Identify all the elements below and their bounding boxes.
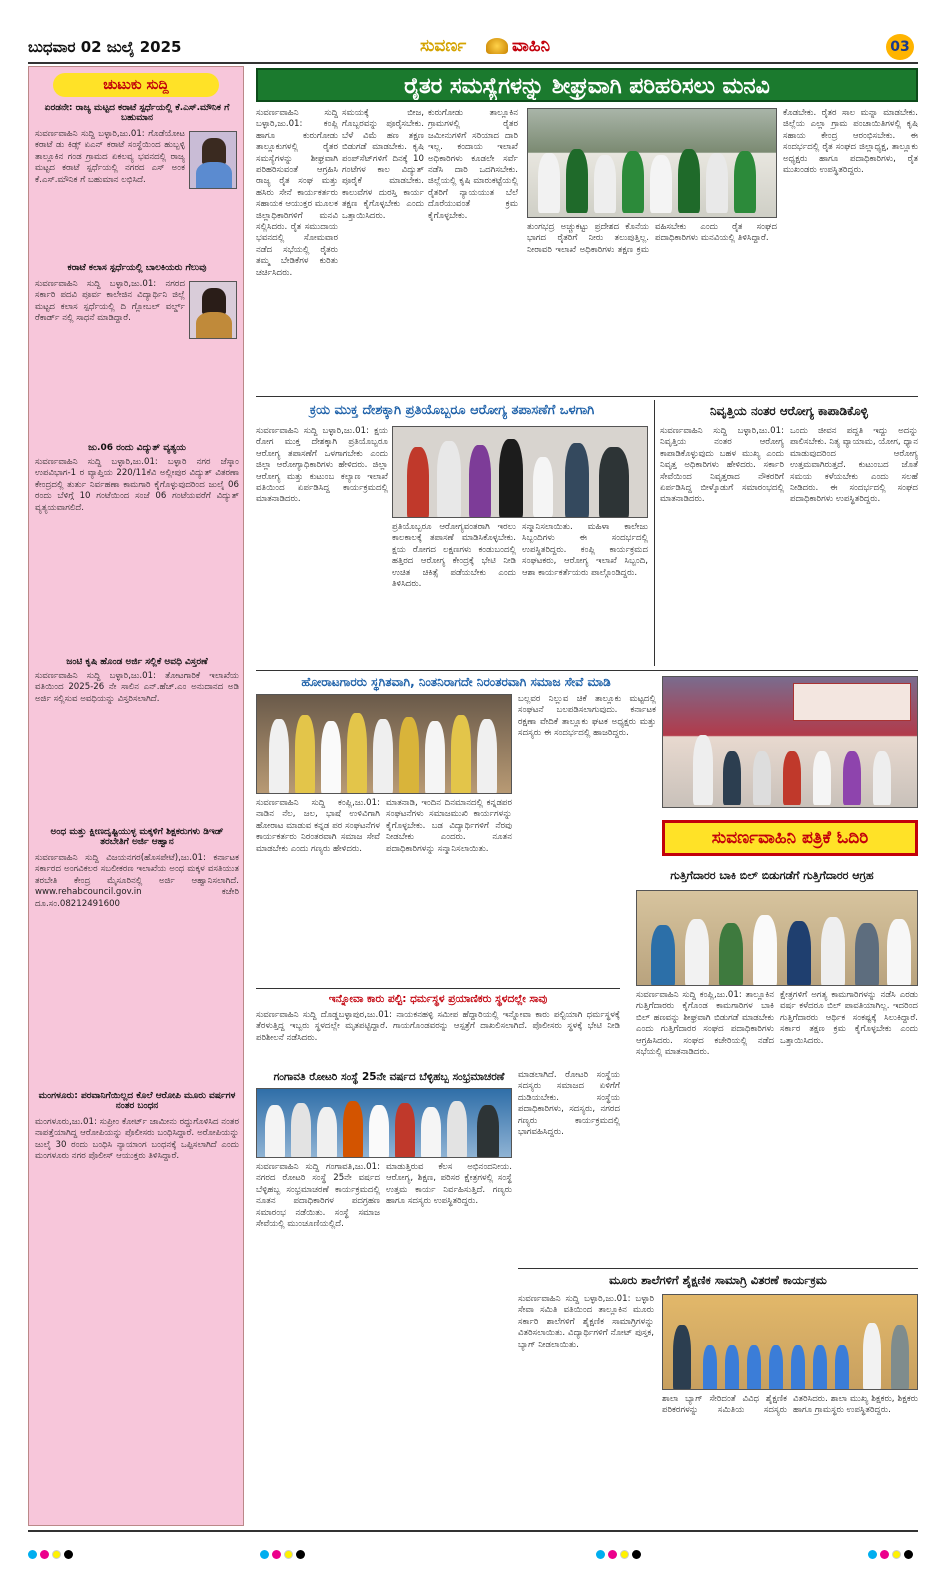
brief-2-photo (189, 281, 237, 339)
rotary-headline: ಗಂಗಾವತಿ ರೋಟರಿ ಸಂಸ್ಥೆ 25ನೇ ವರ್ಷದ ಬೆಳ್ಳಿಹಬ್ಬ ಸಂಭ್ರಮಾಚರಣೆ (273, 1071, 505, 1083)
contractor-photo (636, 890, 918, 986)
schools-photo (662, 1294, 918, 1390)
brief-5-headline: ಅಂಧ ಮತ್ತು ಕ್ಷೀಣದೃಷ್ಟಿಯುಳ್ಳ ಮಕ್ಕಳಿಗೆ ಶಿಕ್ಷಕರುಗಳು ಡಿಇಡ್ ತರಬೇತಿಗೆ ಅರ್ಜಿ ಆಹ್ವಾನ (50, 827, 224, 847)
health-col-3: ಸನ್ಮಾನಿಸಲಾಯಿತು. ಮಹಿಳಾ ಕಾಲೇಜು ಸಿಬ್ಬಂದಿಗಳು ಈ ಸಂದರ್ಭದಲ್ಲಿ ಉಪಸ್ಥಿತರಿದ್ದರು. ಕಂಪ್ಲಿ ಕಾರ್ಯಕ್ರಮದ ಸಂಘಟಕರು, ಆರೋಗ್ಯ ಇಲಾಖೆ ಸಿಬ್ಬಂದಿ, ಆಶಾ ಕಾರ್ಯಕರ್ತೆಯರು ಪಾಲ್ಗೊಂಡಿದ್ದರು. (522, 522, 648, 578)
lead-col-1: ಸುವರ್ಣವಾಹಿನಿ ಸುದ್ದಿ ಬಳ್ಳಾರಿ,ಜು.01: ಕಂಪ್ಲಿ ಹಾಗೂ ಕುರುಗೋಡು ತಾಲ್ಲೂಕುಗಳಲ್ಲಿ ರೈತರ ಸಮಸ್ಯೆಗಳನ್ನು ಶೀಘ್ರವಾಗಿ ಪರಿಹರಿಸುವಂತೆ ಆಗ್ರಹಿಸಿ ರಾಜ್ಯ ರೈತ ಸಂಘ ಮತ್ತು ಹಸಿರು ಸೇನೆ ಕಾರ್ಯಕರ್ತರು ಸಹಾಯಕ ಆಯುಕ್ತರ ಮೂಲಕ ಜಿಲ್ಲಾಧಿಕಾರಿಗಳಿಗೆ ಮನವಿ ಸಲ್ಲಿಸಿದರು. ರೈತ ಸಮುದಾಯ ಭವನದಲ್ಲಿ ಸೋಮವಾರ ನಡೆದ ಸಭೆಯಲ್ಲಿ ರೈತರು ತಮ್ಮ ಬೇಡಿಕೆಗಳ ಕುರಿತು ಚರ್ಚಿಸಿದರು. (256, 108, 338, 278)
felicitation-photo (256, 694, 512, 794)
registration-marks-mid (260, 1550, 320, 1560)
retire-divider (654, 400, 655, 666)
accident-body: ಸುವರ್ಣವಾಹಿನಿ ಸುದ್ದಿ ದೊಡ್ಡಬಳ್ಳಾಪುರ,ಜು.01: ನಾಯಕನಹಳ್ಳಿ ಸಮೀಪ ಹೆದ್ದಾರಿಯಲ್ಲಿ ಇನ್ನೋವಾ ಕಾರು ಪಲ್ಟಿಯಾಗಿ ಧರ್ಮಸ್ಥಳಕ್ಕೆ ತೆರಳುತ್ತಿದ್ದ ಇಬ್ಬರು ಸ್ಥಳದಲ್ಲೇ ಮೃತಪಟ್ಟಿದ್ದಾರೆ. ಗಾಯಗೊಂಡವರನ್ನು ಆಸ್ಪತ್ರೆಗೆ ದಾಖಲಿಸಲಾಗಿದೆ. ಪೊಲೀಸರು ಸ್ಥಳಕ್ಕೆ ಭೇಟಿ ನೀಡಿ ಪರಿಶೀಲನೆ ನಡೆಸಿದರು. (256, 1010, 620, 1043)
brief-1-photo (189, 131, 237, 189)
schools-col-1: ಸುವರ್ಣವಾಹಿನಿ ಸುದ್ದಿ ಬಳ್ಳಾರಿ,ಜು.01: ಬಳ್ಳಾರಿ ಸೇವಾ ಸಮಿತಿ ವತಿಯಿಂದ ತಾಲ್ಲೂಕಿನ ಮೂರು ಸರ್ಕಾರಿ ಶಾಲೆಗಳಿಗೆ ಶೈಕ್ಷಣಿಕ ಸಾಮಾಗ್ರಿಗಳನ್ನು ವಿತರಿಸಲಾಯಿತು. ವಿದ್ಯಾರ್ಥಿಗಳಿಗೆ ನೋಟ್ ಪುಸ್ತಕ, ಬ್ಯಾಗ್ ನೀಡಲಾಯಿತು. (518, 1294, 654, 1350)
masthead-rule (28, 62, 918, 64)
mid-rule-2 (256, 988, 620, 989)
rotary-col-1: ಸುವರ್ಣವಾಹಿನಿ ಸುದ್ದಿ ಗಂಗಾವತಿ,ಜು.01: ನಗರದ ರೋಟರಿ ಸಂಸ್ಥೆ 25ನೇ ವರ್ಷದ ಬೆಳ್ಳಿಹಬ್ಬ ಸಂಭ್ರಮಾಚರಣೆ ಕಾರ್ಯಕ್ರಮದಲ್ಲಿ ನೂತನ ಪದಾಧಿಕಾರಿಗಳ ಪದಗ್ರಹಣ ಸಮಾರಂಭ ನಡೆಯಿತು. ಸಂಸ್ಥೆ ಸಮಾಜ ಸೇವೆಯಲ್ಲಿ ಮುಂಚೂಣಿಯಲ್ಲಿದೆ. (256, 1162, 380, 1230)
brief-4-body: ಸುವರ್ಣವಾಹಿನಿ ಸುದ್ದಿ ಬಳ್ಳಾರಿ,ಜು.01: ತೋಟಗಾರಿಕೆ ಇಲಾಖೆಯ ವತಿಯಿಂದ 2025-26 ನೇ ಸಾಲಿನ ಎನ್.ಹೆಚ್.ಎಂ ಅನುದಾನದ ಅಡಿ ಅರ್ಜಿ ಸಲ್ಲಿಸುವ ಅವಧಿಯನ್ನು ವಿಸ್ತರಿಸಲಾಗಿದೆ. (35, 671, 239, 704)
registration-marks-mid2 (596, 1550, 656, 1560)
retire-col-1: ಸುವರ್ಣವಾಹಿನಿ ಸುದ್ದಿ ಬಳ್ಳಾರಿ,ಜು.01: ನಿವೃತ್ತಿಯ ನಂತರ ಆರೋಗ್ಯ ಕಾಪಾಡಿಕೊಳ್ಳುವುದು ಬಹಳ ಮುಖ್ಯ ಎಂದು ನಿವೃತ್ತ ಅಧಿಕಾರಿಗಳು ಹೇಳಿದರು. ಸರ್ಕಾರಿ ಸೇವೆಯಿಂದ ನಿವೃತ್ತರಾದ ನೌಕರರಿಗೆ ಏರ್ಪಡಿಸಿದ್ದ ಬೀಳ್ಕೊಡುಗೆ ಸಮಾರಂಭದಲ್ಲಿ ಮಾತನಾಡಿದರು. (660, 426, 784, 505)
mid-rule-1 (256, 670, 918, 671)
masthead (28, 34, 918, 62)
contractor-col-2: ಕ್ಷೇತ್ರಗಳಿಗೆ ಅಗತ್ಯ ಕಾಮಗಾರಿಗಳನ್ನು ನಡೆಸಿ ಎರಡು ವರ್ಷ ಕಳೆದರೂ ಬಿಲ್ ಪಾವತಿಯಾಗಿಲ್ಲ. ಇದರಿಂದ ಗುತ್ತಿಗೆದಾರರು ಆರ್ಥಿಕ ಸಂಕಷ್ಟಕ್ಕೆ ಸಿಲುಕಿದ್ದಾರೆ. ಸರ್ಕಾರ ತಕ್ಷಣ ಕ್ರಮ ಕೈಗೊಳ್ಳಬೇಕು ಎಂದು ಒತ್ತಾಯಿಸಿದರು. (780, 990, 918, 1046)
mid-rule-3 (518, 1268, 918, 1269)
accident-headline: ಇನ್ನೋವಾ ಕಾರು ಪಲ್ಟಿ: ಧರ್ಮಸ್ಥಳ ಪ್ರಯಾಣಿಕರು ಸ್ಥಳದಲ್ಲೇ ಸಾವು (328, 993, 548, 1005)
health-col-1: ಸುವರ್ಣವಾಹಿನಿ ಸುದ್ದಿ ಬಳ್ಳಾರಿ,ಜು.01: ಕ್ಷಯ ರೋಗ ಮುಕ್ತ ದೇಶಕ್ಕಾಗಿ ಪ್ರತಿಯೊಬ್ಬರೂ ಆರೋಗ್ಯ ತಪಾಸಣೆಗೆ ಒಳಗಾಗಬೇಕು ಎಂದು ಜಿಲ್ಲಾ ಆರೋಗ್ಯಾಧಿಕಾರಿಗಳು ಹೇಳಿದರು. ಜಿಲ್ಲಾ ಆರೋಗ್ಯ ಮತ್ತು ಕುಟುಂಬ ಕಲ್ಯಾಣ ಇಲಾಖೆ ವತಿಯಿಂದ ಏರ್ಪಡಿಸಿದ್ದ ಕಾರ್ಯಕ್ರಮದಲ್ಲಿ ಮಾತನಾಡಿದರು. (256, 426, 388, 505)
schools-col-2: ಶಾಲಾ ಬ್ಯಾಗ್ ಸೇರಿದಂತೆ ವಿವಿಧ ಶೈಕ್ಷಣಿಕ ಪರಿಕರಗಳನ್ನು ಸಮಿತಿಯ ಸದಸ್ಯರು ವಿತರಿಸಿದರು. ಶಾಲಾ ಮುಖ್ಯ ಶಿಕ್ಷಕರು, ಶಿಕ್ಷಕರು ಹಾಗೂ ಗ್ರಾಮಸ್ಥರು ಉಪಸ್ಥಿತರಿದ್ದರು. (662, 1394, 918, 1416)
retire-col-2: ಒಂದು ಜೀವನ ಪದ್ದತಿ ಇದ್ದು ಅದನ್ನು ಪಾಲಿಸಬೇಕು. ನಿತ್ಯ ವ್ಯಾಯಾಮ, ಯೋಗ, ಧ್ಯಾನ ಮಾಡುವುದರಿಂದ ಆರೋಗ್ಯ ಉತ್ತಮವಾಗಿರುತ್ತದೆ. ಕುಟುಂಬದ ಜೊತೆ ಸಮಯ ಕಳೆಯಬೇಕು ಎಂದು ಸಲಹೆ ನೀಡಿದರು. ಈ ಸಂದರ್ಭದಲ್ಲಿ ಸಂಘದ ಪದಾಧಿಕಾರಿಗಳು ಉಪಸ್ಥಿತರಿದ್ದರು. (790, 426, 918, 505)
retire-headline: ನಿವೃತ್ತಿಯ ನಂತರ ಆರೋಗ್ಯ ಕಾಪಾಡಿಕೊಳ್ಳಿ (710, 404, 868, 418)
brief-news-column (28, 66, 244, 1526)
brief-3-body: ಸುವರ್ಣವಾಹಿನಿ ಸುದ್ದಿ ಬಳ್ಳಾರಿ,ಜು.01: ಬಳ್ಳಾರಿ ನಗರ ಜೆಸ್ಕಾಂ ಉಪವಿಭಾಗ-1 ರ ವ್ಯಾಪ್ತಿಯ 220/11ಕೆವಿ ಅಲ್ಲೀಪುರ ವಿದ್ಯುತ್ ವಿತರಣಾ ಕೇಂದ್ರದಲ್ಲಿ ತುರ್ತು ನಿರ್ವಹಣಾ ಕಾಮಗಾರಿ ಕೈಗೊಳ್ಳುವುದರಿಂದ ಜುಲೈ 06 ರಂದು ಬೆಳಿಗ್ಗೆ 10 ಗಂಟೆಯಿಂದ ಸಂಜೆ 06 ಗಂಟೆಯವರೆಗೆ ವಿದ್ಯುತ್ ವ್ಯತ್ಯಯವಾಗಲಿದೆ. (35, 457, 239, 513)
registration-marks-left (28, 1550, 88, 1560)
footer-rule (28, 1530, 918, 1532)
brief-1-headline: ಏರಡನೇ: ರಾಜ್ಯ ಮಟ್ಟದ ಕರಾಟೆ ಸ್ಪರ್ಧೆಯಲ್ಲಿ ಕೆ.ಎಸ್.ಮೌನಿಕ ಗೆ ಬಹುಮಾನ (44, 103, 230, 123)
lead-col-5: ಕೊಡಬೇಕು. ರೈತರ ಸಾಲ ಮನ್ನಾ ಮಾಡಬೇಕು. ಜಿಲ್ಲೆಯ ಎಲ್ಲಾ ಗ್ರಾಮ ಪಂಚಾಯಿತಿಗಳಲ್ಲಿ ಕೃಷಿ ಸಹಾಯ ಕೇಂದ್ರ ಆರಂಭಿಸಬೇಕು. ಈ ಸಂದರ್ಭದಲ್ಲಿ ರೈತ ಸಂಘದ ಜಿಲ್ಲಾಧ್ಯಕ್ಷ, ತಾಲ್ಲೂಕು ಅಧ್ಯಕ್ಷರು ಹಾಗೂ ಪದಾಧಿಕಾರಿಗಳು, ರೈತ ಮುಖಂಡರು ಉಪಸ್ಥಿತರಿದ್ದರು. (783, 108, 918, 176)
felicitation-col-2: ಮಾತನಾಡಿ, ಇಂದಿನ ದಿನಮಾನದಲ್ಲಿ ಕನ್ನಡಪರ ಸಂಘಟನೆಗಳು ಸಮಾಜಮುಖಿ ಕಾರ್ಯಗಳನ್ನು ಕೈಗೊಳ್ಳಬೇಕು. ಬಡ ವಿದ್ಯಾರ್ಥಿಗಳಿಗೆ ನೆರವು ನೀಡಬೇಕು ಎಂದರು. ನೂತನ ಪದಾಧಿಕಾರಿಗಳನ್ನು ಸನ್ಮಾನಿಸಲಾಯಿತು. (386, 798, 512, 854)
schools-headline: ಮೂರು ಶಾಲೆಗಳಿಗೆ ಶೈಕ್ಷಣಿಕ ಸಾಮಾಗ್ರಿ ವಿತರಣೆ ಕಾರ್ಯಕ್ರಮ (609, 1273, 827, 1287)
felicitation-col-3: ಬಲ್ಲವರ ನಿಲ್ಲುವ ಚಿಕೆ ತಾಲ್ಲೂಕು ಮಟ್ಟದಲ್ಲಿ ಸಂಘಟನೆ ಬಲಪಡಿಸಲಾಗುವುದು. ಕರ್ನಾಟಕ ರಕ್ಷಣಾ ವೇದಿಕೆ ತಾಲ್ಲೂಕು ಘಟಕ ಅಧ್ಯಕ್ಷರು ಮತ್ತು ಸದಸ್ಯರು ಈ ಸಂದರ್ಭದಲ್ಲಿ ಹಾಜರಿದ್ದರು. (518, 694, 656, 739)
lead-col-2: ಸಮಯಕ್ಕೆ ಬೀಜ, ಗೊಬ್ಬರವನ್ನು ಪೂರೈಸಬೇಕು. ಬೆಳೆ ವಿಮೆ ಹಣ ತಕ್ಷಣ ಬಿಡುಗಡೆ ಮಾಡಬೇಕು. ಕೃಷಿ ಪಂಪ್‌ಸೆಟ್‌ಗಳಿಗೆ ದಿನಕ್ಕೆ 10 ಗಂಟೆಗಳ ಕಾಲ ವಿದ್ಯುತ್ ಪೂರೈಕೆ ಮಾಡಬೇಕು. ಕಾಲುವೆಗಳ ದುರಸ್ತಿ ಕಾರ್ಯ ತಕ್ಷಣ ಕೈಗೊಳ್ಳಬೇಕು ಎಂದು ಒತ್ತಾಯಿಸಿದರು. (342, 108, 424, 221)
health-headline: ಕ್ರಯ ಮುಕ್ತ ದೇಶಕ್ಕಾಗಿ ಪ್ರತಿಯೊಬ್ಬರೂ ಆರೋಗ್ಯ ತಪಾಸಣೆಗೆ ಒಳಗಾಗಿ (309, 403, 595, 418)
lead-headline: ರೈತರ ಸಮಸ್ಯೆಗಳನ್ನು ಶೀಘ್ರವಾಗಿ ಪರಿಹರಿಸಲು ಮನವಿ (256, 68, 918, 102)
lead-col-4: ತುಂಗಭದ್ರ ಅಚ್ಚುಕಟ್ಟು ಪ್ರದೇಶದ ಕೊನೆಯ ಭಾಗದ ರೈತರಿಗೆ ನೀರು ತಲುಪುತ್ತಿಲ್ಲ. ನೀರಾವರಿ ಇಲಾಖೆ ಅಧಿಕಾರಿಗಳು ತಕ್ಷಣ ಕ್ರಮ ವಹಿಸಬೇಕು ಎಂದು ರೈತ ಸಂಘದ ಪದಾಧಿಕಾರಿಗಳು ಮನವಿಯಲ್ಲಿ ತಿಳಿಸಿದ್ದಾರೆ. (527, 222, 777, 255)
brief-3-headline: ಜು.06 ರಂದು ವಿದ್ಯುತ್ ವ್ಯತ್ಯಯ (88, 443, 186, 453)
lead-col-3: ಕುರುಗೋಡು ತಾಲ್ಲೂಕಿನ ಗ್ರಾಮಗಳಲ್ಲಿ ರೈತರ ಜಮೀನುಗಳಿಗೆ ಸರಿಯಾದ ದಾರಿ ಇಲ್ಲ. ಕಂದಾಯ ಇಲಾಖೆ ಅಧಿಕಾರಿಗಳು ಕೂಡಲೇ ಸರ್ವೆ ನಡೆಸಿ ದಾರಿ ಒದಗಿಸಬೇಕು. ಜಿಲ್ಲೆಯಲ್ಲಿ ಕೃಷಿ ಮಾರುಕಟ್ಟೆಯಲ್ಲಿ ರೈತರಿಗೆ ನ್ಯಾಯಯುತ ಬೆಲೆ ದೊರೆಯುವಂತೆ ಕ್ರಮ ಕೈಗೊಳ್ಳಬೇಕು. (428, 108, 518, 221)
registration-marks-right (868, 1550, 918, 1560)
felicitation-col-1: ಸುವರ್ಣವಾಹಿನಿ ಸುದ್ದಿ ಕಂಪ್ಲಿ,ಜು.01: ನಾಡಿನ ನೆಲ, ಜಲ, ಭಾಷೆ ಉಳಿವಿಗಾಗಿ ಹೋರಾಟ ಮಾಡುವ ಕನ್ನಡ ಪರ ಸಂಘಟನೆಗಳ ಕಾರ್ಯಕರ್ತರು ನಿರಂತರವಾಗಿ ಸಮಾಜ ಸೇವೆ ಮಾಡಬೇಕು ಎಂದು ಗಣ್ಯರು ಹೇಳಿದರು. (256, 798, 380, 854)
brief-6-headline: ಮಂಗಳೂರು: ಪರವಾನಿಗೆಯಿಲ್ಲದ ಕೊಲೆ ಆರೋಪಿ ಮೂರು ವರ್ಷಗಳ ನಂತರ ಬಂಧನ (38, 1091, 236, 1111)
contractor-headline: ಗುತ್ತಿಗೆದಾರರ ಬಾಕಿ ಬಿಲ್ ಬಿಡುಗಡೆಗೆ ಗುತ್ತಿಗೆದಾರರ ಆಗ್ರಹ (670, 869, 874, 882)
brief-5-body: ಸುವರ್ಣವಾಹಿನಿ ಸುದ್ದಿ ವಿಜಯನಗರ(ಹೊಸಪೇಟೆ),ಜು.01: ಕರ್ನಾಟಕ ಸರ್ಕಾರದ ಅಂಗವಿಕಲರ ಸಬಲೀಕರಣ ಇಲಾಖೆಯ ಅಂಧ ಮಕ್ಕಳ ವಸತಿಯುತ ತರಬೇತಿ ಕೇಂದ್ರ ಮೈಸೂರಿನಲ್ಲಿ ಅರ್ಜಿ ಆಹ್ವಾನಿಸಲಾಗಿದೆ. www.rehabcouncil.gov.in ಕಚೇರಿ ದೂ.ಸಂ.08212491600 (35, 853, 239, 909)
issue-date: ಬುಧವಾರ 02 ಜುಲೈ 2025 (28, 38, 182, 56)
rotary-col-3: ಮಾಡಲಾಗಿದೆ. ರೋಟರಿ ಸಂಸ್ಥೆಯ ಸದಸ್ಯರು ಸಮಾಜದ ಏಳಿಗೆಗೆ ದುಡಿಯಬೇಕು. ಸಂಸ್ಥೆಯ ಪದಾಧಿಕಾರಿಗಳು, ಸದಸ್ಯರು, ನಗರದ ಗಣ್ಯರು ಕಾರ್ಯಕ್ರಮದಲ್ಲಿ ಭಾಗವಹಿಸಿದ್ದರು. (518, 1070, 620, 1138)
brief-1-body: ಸುವರ್ಣವಾಹಿನಿ ಸುದ್ದಿ ಬಳ್ಳಾರಿ,ಜು.01: ಗೊಡೆಯೋಟ ಕರಾಟೆ ಡು ಕಿಡ್ಸ್ ಏಎನ್ ಕರಾಟೆ ಸಂಸ್ಥೆಯಿಂದ ಹುಬ್ಬಳ್ಳಿ ತಾಲ್ಲೂಕಿನ ಗಂಡ ಗ್ರಾಮದ ಏಕಲವ್ಯ ಭವನದಲ್ಲಿ ರಾಜ್ಯ ಮಟ್ಟದ ಕರಾಟೆ ಸ್ಪರ್ಧೆಯಲ್ಲಿ ನಗರದ ಎಸ್ ಅಂಕ ಕೆ.ಎಸ್.ಮೌನಿಕ ಗೆ ಬಹುಮಾನ ಲಭಿಸಿದೆ. (35, 129, 185, 185)
rotary-photo (256, 1088, 512, 1158)
lead-bottom-rule (256, 396, 918, 397)
page-number: 03 (886, 34, 914, 60)
rotary-col-2: ಮಾಡುತ್ತಿರುವ ಕೆಲಸ ಅಭಿನಂದನೀಯ. ಆರೋಗ್ಯ, ಶಿಕ್ಷಣ, ಪರಿಸರ ಕ್ಷೇತ್ರಗಳಲ್ಲಿ ಸಂಸ್ಥೆ ಉತ್ತಮ ಕಾರ್ಯ ನಿರ್ವಹಿಸುತ್ತಿದೆ. ಗಣ್ಯರು ಹಾಗೂ ಸದಸ್ಯರು ಉಪಸ್ಥಿತರಿದ್ದರು. (386, 1162, 512, 1207)
lead-photo (527, 108, 777, 218)
paper-logo-left: ಸುವರ್ಣ (420, 36, 467, 56)
paper-logo-right: ವಾಹಿನಿ (512, 36, 551, 56)
paper-logo (420, 34, 595, 60)
read-paper-promo: ಸುವರ್ಣವಾಹಿನಿ ಪತ್ರಿಕೆ ಓದಿರಿ (662, 820, 918, 856)
logo-emblem-icon (486, 38, 508, 54)
contractor-col-1: ಸುವರ್ಣವಾಹಿನಿ ಸುದ್ದಿ ಕಂಪ್ಲಿ,ಜು.01: ತಾಲ್ಲೂಕಿನ ಗುತ್ತಿಗೆದಾರರು ಕೈಗೊಂಡ ಕಾಮಗಾರಿಗಳ ಬಾಕಿ ಬಿಲ್ ಹಣವನ್ನು ಶೀಘ್ರವಾಗಿ ಬಿಡುಗಡೆ ಮಾಡಬೇಕು ಎಂದು ಗುತ್ತಿಗೆದಾರರ ಸಂಘದ ಪದಾಧಿಕಾರಿಗಳು ಆಗ್ರಹಿಸಿದರು. ಸಂಘದ ಕಚೇರಿಯಲ್ಲಿ ನಡೆದ ಸಭೆಯಲ್ಲಿ ಮಾತನಾಡಿದರು. (636, 990, 774, 1058)
felicitation-headline: ಹೋರಾಟಗಾರರು ಸ್ಥಗಿತವಾಗಿ, ನಿಂತನಿರಾಗದೇ ನಿರಂತರವಾಗಿ ಸಮಾಜ ಸೇವೆ ಮಾಡಿ (301, 675, 611, 689)
health-col-2: ಪ್ರತಿಯೊಬ್ಬರೂ ಆರೋಗ್ಯವಂತರಾಗಿ ಇರಲು ಕಾಲಕಾಲಕ್ಕೆ ತಪಾಸಣೆ ಮಾಡಿಸಿಕೊಳ್ಳಬೇಕು. ಕ್ಷಯ ರೋಗದ ಲಕ್ಷಣಗಳು ಕಂಡುಬಂದಲ್ಲಿ ಹತ್ತಿರದ ಆರೋಗ್ಯ ಕೇಂದ್ರಕ್ಕೆ ಭೇಟಿ ನೀಡಿ ಉಚಿತ ಚಿಕಿತ್ಸೆ ಪಡೆಯಬೇಕು ಎಂದು ತಿಳಿಸಿದರು. (392, 522, 516, 590)
brief-4-headline: ಜಂಟಿ ಕೃಷಿ ಹೊಂಡ ಅರ್ಜಿ ಸಲ್ಲಿಕೆ ಅವಧಿ ವಿಸ್ತರಣೆ (66, 657, 208, 667)
brief-news-title: ಚುಟುಕು ಸುದ್ದಿ (53, 73, 219, 97)
brief-6-body: ಮಂಗಳೂರು,ಜು.01: ಸುಪ್ರೀಂ ಕೋರ್ಟ್ ಜಾಮೀನು ರದ್ದುಗೊಳಿಸಿದ ನಂತರ ನಾಪತ್ತೆಯಾಗಿದ್ದ ಆರೋಪಿಯನ್ನು ಪೊಲೀಸರು ಬಂಧಿಸಿದ್ದಾರೆ. ಅರೋಪಿಯನ್ನು ಜುಲೈ 30 ರಂದು ಬಂಧಿಸಿ ನ್ಯಾಯಾಂಗ ಬಂಧನಕ್ಕೆ ಒಪ್ಪಿಸಲಾಗಿದೆ ಎಂದು ಮಂಗಳೂರು ನಗರ ಪೊಲೀಸ್ ಆಯುಕ್ತರು ತಿಳಿಸಿದ್ದಾರೆ. (35, 1117, 239, 1162)
retire-event-photo (662, 676, 918, 808)
health-photo (392, 426, 648, 518)
brief-2-body: ಸುವರ್ಣವಾಹಿನಿ ಸುದ್ದಿ ಬಳ್ಳಾರಿ,ಜು.01: ನಗರದ ಸರ್ಕಾರಿ ಪದವಿ ಪೂರ್ವ ಕಾಲೇಜಿನ ವಿದ್ಯಾರ್ಥಿನಿ ಜಿಲ್ಲೆ ಮಟ್ಟದ ಕಲಾಸ ಸ್ಪರ್ಧೆಯಲ್ಲಿ ದಿ ಗ್ಲೋಬಲ್ ವರ್ಲ್ಡ್ ರೆಕಾರ್ಡ್ ನಲ್ಲಿ ಸಾಧನೆ ಮಾಡಿದ್ದಾರೆ. (35, 279, 185, 324)
brief-2-headline: ಕರಾಟೆ ಕಲಾಸ ಸ್ಪರ್ಧೆಯಲ್ಲಿ ಬಾಲಕಿಯರು ಗೆಲುವು (67, 263, 207, 273)
